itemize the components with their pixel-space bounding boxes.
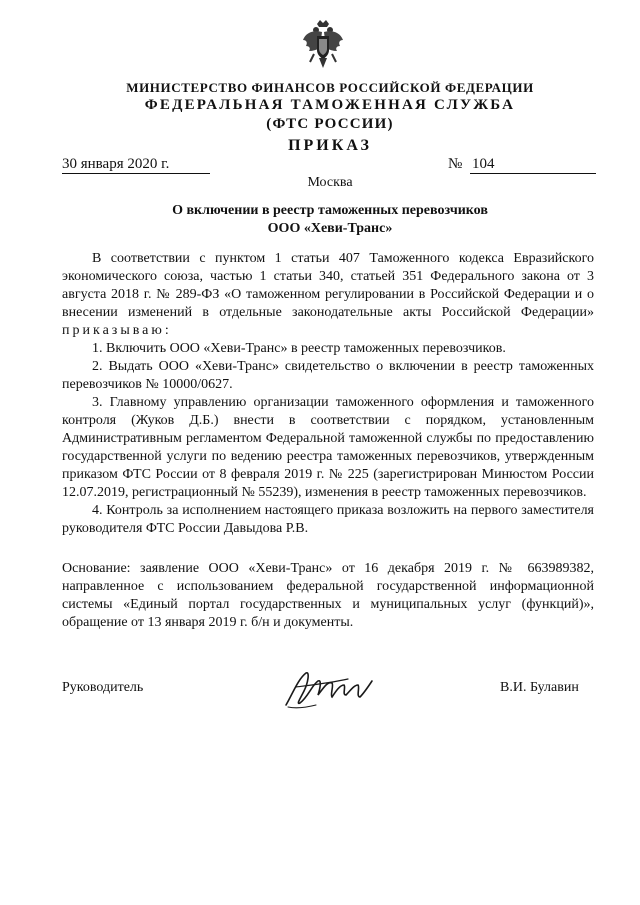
order-subject bbox=[40, 202, 620, 238]
order-body bbox=[62, 250, 594, 538]
coat-of-arms-emblem bbox=[300, 18, 346, 72]
order-item-2: 2. Выдать ООО «Хеви-Транс» свидетельство о включении в реестр таможенных перевозчиков № 10000/0627. bbox=[62, 359, 594, 392]
service-heading: ФЕДЕРАЛЬНАЯ ТАМОЖЕННАЯ СЛУЖБА bbox=[144, 97, 516, 113]
subject-line-1: О включении в реестр таможенных перевозчиков bbox=[172, 203, 488, 218]
basis-section bbox=[62, 560, 594, 632]
signatory-role: Руководитель bbox=[62, 680, 144, 695]
number-sign: № bbox=[448, 156, 463, 172]
order-date: 30 января 2020 г. bbox=[62, 155, 210, 174]
order-number: 104 bbox=[470, 155, 596, 174]
subject-line-2: ООО «Хеви-Транс» bbox=[267, 221, 393, 236]
order-item-4: 4. Контроль за исполнением настоящего приказа возложить на первого заместителя руководителя ФТС России Давыдова Р.В. bbox=[62, 503, 594, 536]
document-type-title: ПРИКАЗ bbox=[288, 137, 372, 154]
signatory-name: В.И. Булавин bbox=[500, 680, 579, 695]
basis-text: Основание: заявление ООО «Хеви-Транс» от 16 декабря 2019 г. № 663989382, направленное с использованием федеральной государственной информационной системы «Единый портал государственных и муниципальных услуг (функций)», обращение от 13 января 2019 г. б/н и документы. bbox=[62, 561, 594, 630]
order-item-3: 3. Главному управлению организации таможенного оформления и таможенного контроля (Жуков Д.Б.) внести в соответствии с порядком, установленным Административным регламентом Федеральной таможенной службы по предоставлению государственной услуги по ведению реестра таможенных перевозчиков, утвержденным приказом ФТС России от 8 февраля 2019 г. № 225 (зарегистрирован Минюстом России 12.07.2019, регистрационный № 55239), изменения в реестр таможенных перевозчиков. bbox=[62, 395, 594, 500]
preamble-text: В соответствии с пунктом 1 статьи 407 Таможенного кодекса Евразийского экономического союза, частью 1 статьи 340, статьей 351 Федерального закона от 3 августа 2018 г. № 289-ФЗ «О таможенном регулировании в Российской Федерации и о внесении изменений в отдельные законодательные акты Российской Федерации» bbox=[62, 251, 594, 320]
preamble-paragraph bbox=[62, 250, 594, 340]
ministry-heading: МИНИСТЕРСТВО ФИНАНСОВ РОССИЙСКОЙ ФЕДЕРАЦИИ bbox=[126, 80, 534, 95]
city-name: Москва bbox=[307, 175, 353, 190]
handwritten-signature bbox=[278, 665, 378, 713]
order-item-1: 1. Включить ООО «Хеви-Транс» в реестр таможенных перевозчиков. bbox=[92, 341, 506, 356]
service-abbreviation: (ФТС РОССИИ) bbox=[266, 116, 394, 132]
order-word: приказываю: bbox=[62, 323, 172, 338]
